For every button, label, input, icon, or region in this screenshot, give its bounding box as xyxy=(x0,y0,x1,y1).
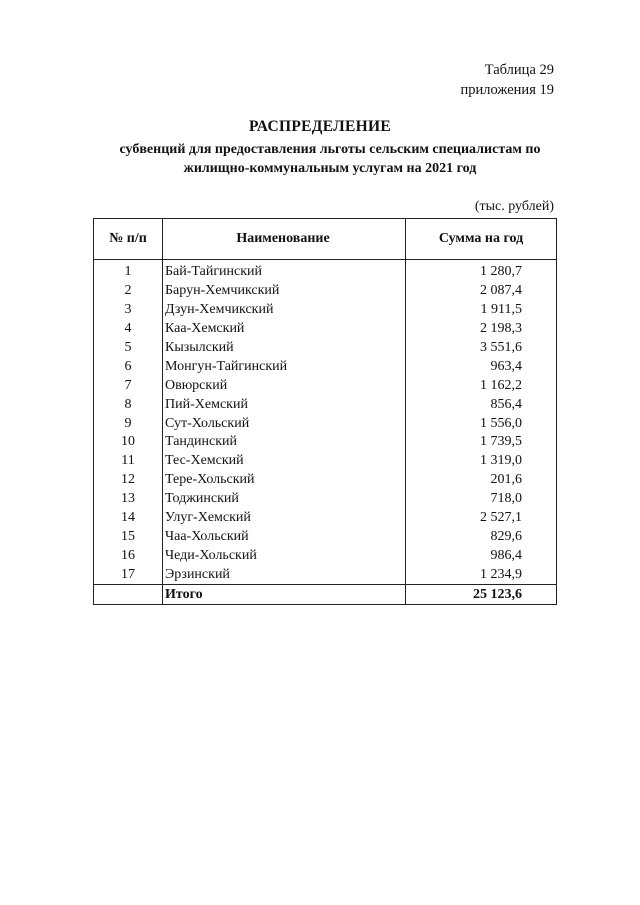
column-header-sum: Сумма на год xyxy=(406,219,557,260)
table-row xyxy=(94,490,557,509)
distribution-table xyxy=(93,218,557,605)
row-number: 5 xyxy=(94,339,163,358)
table-row xyxy=(94,509,557,528)
document-subtitle: субвенций для предоставления льготы сельским специалистам по жилищно-коммунальным услугам на 2021 год xyxy=(119,142,541,176)
district-name: Бай-Тайгинский xyxy=(163,260,406,282)
column-header-number: № п/п xyxy=(94,219,163,260)
row-number: 10 xyxy=(94,433,163,452)
table-row xyxy=(94,527,557,546)
district-name: Тоджинский xyxy=(163,490,406,509)
table-header-row xyxy=(94,219,557,260)
amount: 2 087,4 xyxy=(406,282,557,301)
column-header-name: Наименование xyxy=(163,219,406,260)
district-name: Каа-Хемский xyxy=(163,320,406,339)
amount: 1 911,5 xyxy=(406,301,557,320)
row-number: 12 xyxy=(94,471,163,490)
row-number: 3 xyxy=(94,301,163,320)
table-row xyxy=(94,471,557,490)
amount: 986,4 xyxy=(406,546,557,565)
row-number: 1 xyxy=(94,260,163,282)
row-number: 9 xyxy=(94,414,163,433)
amount: 201,6 xyxy=(406,471,557,490)
table-row xyxy=(94,452,557,471)
table-row xyxy=(94,395,557,414)
row-number: 7 xyxy=(94,376,163,395)
amount: 3 551,6 xyxy=(406,339,557,358)
table-row xyxy=(94,339,557,358)
district-name: Монгун-Тайгинский xyxy=(163,357,406,376)
amount: 1 280,7 xyxy=(406,260,557,282)
row-number: 16 xyxy=(94,546,163,565)
district-name: Тере-Хольский xyxy=(163,471,406,490)
table-reference: Таблица 29 xyxy=(484,62,554,78)
district-name: Чеди-Хольский xyxy=(163,546,406,565)
table-row xyxy=(94,357,557,376)
row-number: 6 xyxy=(94,357,163,376)
row-number: 2 xyxy=(94,282,163,301)
district-name: Кызылский xyxy=(163,339,406,358)
district-name: Дзун-Хемчикский xyxy=(163,301,406,320)
district-name: Овюрский xyxy=(163,376,406,395)
amount: 1 739,5 xyxy=(406,433,557,452)
table-row xyxy=(94,320,557,339)
district-name: Чаа-Хольский xyxy=(163,527,406,546)
table-row xyxy=(94,282,557,301)
row-number: 8 xyxy=(94,395,163,414)
row-number: 14 xyxy=(94,509,163,528)
amount: 1 319,0 xyxy=(406,452,557,471)
total-number-cell xyxy=(94,585,163,605)
table-row xyxy=(94,565,557,584)
amount: 2 527,1 xyxy=(406,509,557,528)
amount: 1 234,9 xyxy=(406,565,557,584)
total-amount: 25 123,6 xyxy=(406,585,557,605)
row-number: 4 xyxy=(94,320,163,339)
document-title: РАСПРЕДЕЛЕНИЕ xyxy=(249,118,391,135)
table-row xyxy=(94,546,557,565)
total-row xyxy=(94,585,557,605)
total-label: Итого xyxy=(163,585,406,605)
district-name: Сут-Хольский xyxy=(163,414,406,433)
table-row xyxy=(94,376,557,395)
amount: 1 556,0 xyxy=(406,414,557,433)
row-number: 13 xyxy=(94,490,163,509)
table-row xyxy=(94,260,557,282)
district-name: Улуг-Хемский xyxy=(163,509,406,528)
district-name: Пий-Хемский xyxy=(163,395,406,414)
amount: 1 162,2 xyxy=(406,376,557,395)
district-name: Эрзинский xyxy=(163,565,406,584)
table-row xyxy=(94,414,557,433)
table-row xyxy=(94,433,557,452)
row-number: 11 xyxy=(94,452,163,471)
amount: 963,4 xyxy=(406,357,557,376)
unit-note: (тыс. рублей) xyxy=(474,199,554,214)
table-body xyxy=(94,260,557,605)
amount: 829,6 xyxy=(406,527,557,546)
table-row xyxy=(94,301,557,320)
amount: 2 198,3 xyxy=(406,320,557,339)
district-name: Барун-Хемчикский xyxy=(163,282,406,301)
amount: 718,0 xyxy=(406,490,557,509)
amount: 856,4 xyxy=(406,395,557,414)
district-name: Тандинский xyxy=(163,433,406,452)
appendix-reference: приложения 19 xyxy=(460,82,554,98)
row-number: 15 xyxy=(94,527,163,546)
district-name: Тес-Хемский xyxy=(163,452,406,471)
row-number: 17 xyxy=(94,565,163,584)
